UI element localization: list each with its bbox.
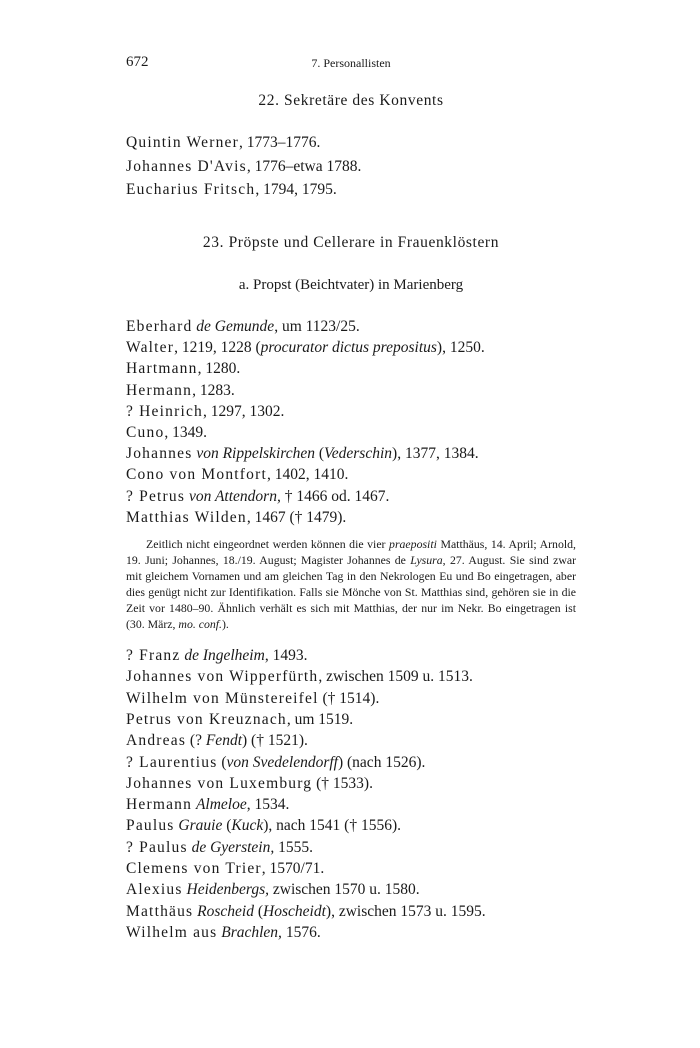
list-item [126,647,606,665]
entry-text: ), zwischen 1573 u. 1595. [325,902,486,920]
note-text-3: , 27. August. Sie sind zwar mit gleichem Vornamen und am gleichen Tag in den Nekrologen Eu und Bo eingetragen, aber dies genügt nicht zur Identifikation. Falls sie Mönche von St. Matthias sind, gehören sie in die Zeit vor 1480–90. Ähnlich verhält es sich mit Matthias, der nur im Nekr. Bo eingetragen ist (30. März, [126,553,576,631]
list-item [126,466,606,484]
entry-name: Clemens von Trier [126,860,262,877]
entry-italic: Almeloe [195,796,247,814]
list-item [126,424,606,442]
entry-name: Cono von Montfort [126,466,267,484]
list-item [126,817,606,835]
list-item [126,181,606,199]
entry-name: ? Paulus [126,838,188,856]
entry-text: , um 1519. [286,710,354,728]
list-item [126,690,606,708]
entry-name: Alexius [126,881,183,899]
entry-italic: de Gyerstein, [191,838,275,856]
list-item [126,445,606,463]
list-item [126,903,606,921]
note-italic-3: mo. conf. [178,617,222,631]
entry-text: , zwischen 1509 u. 1513. [318,668,473,686]
list-item [126,382,606,400]
entry-italic: von Attendorn, [188,487,281,505]
page-number: 672 [126,54,149,70]
entry-italic: Hoscheidt [263,902,326,920]
entry-text: ), 1250. [436,339,485,357]
entry-text: ) († 1521). [242,732,308,750]
entry-text: (? [186,732,206,750]
entry-text: ), nach 1541 († 1556). [263,817,401,835]
entry-text: ( [314,445,325,463]
entry-text: 1555. [274,838,313,856]
list-item [126,839,606,857]
list-item [126,134,606,152]
entry-italic: Roscheid [197,902,254,920]
entry-name: ? Petrus [126,487,186,505]
entry-italic: procurator dictus prepositus [260,339,437,357]
entry-name: Eucharius Fritsch [126,181,256,198]
note-text-2: Matthäus, 14. April; Arnold, 19. Juni; Johannes, 18./19. August; Magister Johannes de [126,537,576,567]
note-text-1: Zeitlich nicht eingeordnet werden können die vier [146,537,390,551]
list-item [126,732,606,750]
entry-italic: de Ingelheim [184,647,265,664]
entry-italic: Grauie [178,817,223,835]
list-item [126,403,606,421]
entry-name: Johannes von Wipperfürth [126,668,319,686]
entry-italic: Heidenbergs, [186,881,270,899]
running-title: 7. Personallisten [311,56,391,70]
note-italic-2: Lysura [410,553,443,567]
entry-italic: Fendt [205,732,242,750]
entry-text: , 1794, 1795. [255,181,337,198]
entry-text: , 1493. [264,647,308,664]
list-item [126,924,606,942]
entry-name: Wilhelm aus [126,923,218,941]
entry-name: Matthias Wilden [126,508,247,526]
entry-name: Johannes D'Avis [126,157,247,175]
entry-text: , 1349. [164,424,208,441]
entry-text: † 1466 od. 1467. [280,487,390,505]
entry-name: Cuno [126,424,165,441]
list-item [126,796,606,814]
list-item [126,158,606,176]
entry-italic: Vederschin [324,445,393,463]
list-item [126,488,606,506]
entry-italic: Brachlen, [221,923,282,941]
section-23-subheading: a. Propst (Beichtvater) in Marienberg [238,277,464,293]
list-item [126,860,606,878]
entry-name: Andreas [126,732,187,750]
note-italic-1: praepositi [389,537,437,551]
entry-text: , 1219, 1228 ( [174,339,261,357]
note-text-4: ). [222,617,229,631]
entry-text: ) (nach 1526). [337,753,426,771]
list-item [126,881,606,899]
entry-text: ( [217,753,227,771]
entry-text: , 1776–etwa 1788. [246,157,362,175]
entry-text: , um 1123/25. [274,318,360,335]
entry-text: († 1533). [312,774,373,792]
entry-text: , 1570/71. [261,860,325,877]
entry-name: ? Heinrich [126,402,203,420]
list-item [126,754,606,772]
entry-text: , 1467 († 1479). [246,508,347,526]
footnote-paragraph [126,536,576,632]
list-item [126,775,606,793]
entry-name: ? Laurentius [126,753,218,771]
entry-name: Hermann [126,796,193,814]
entry-name: Petrus von Kreuznach [126,710,287,728]
entry-name: Paulus [126,817,175,835]
entry-name: Walter [126,339,175,357]
entry-text: zwischen 1570 u. 1580. [269,881,420,899]
entry-name: Matthäus [126,902,194,920]
page-header [126,54,576,74]
entry-name: Wilhelm von Münstereifel [126,689,319,707]
entry-name: Eberhard [126,318,193,335]
entry-text: 1576. [281,923,321,941]
entry-name: Hermann [126,381,193,399]
entry-name: Hartmann [126,360,198,378]
entry-text: ( [222,817,232,835]
entry-name: ? Franz [126,647,181,664]
entry-text: , 1534. [246,796,290,814]
entry-name: Johannes [126,445,193,463]
entry-text: , 1283. [192,381,235,399]
entry-name: Johannes von Luxemburg [126,774,313,792]
entry-text: , 1402, 1410. [266,466,349,484]
entry-italic: Kuck [231,817,264,835]
entry-text: ), 1377, 1384. [392,445,479,463]
list-item [126,360,606,378]
entry-text: , 1280. [197,360,241,378]
section-22-heading: 22. Sekretäre des Konvents [258,92,444,109]
list-item [126,318,606,336]
list-item [126,711,606,729]
entry-italic: de Gemunde [196,318,275,335]
entry-name: Quintin Werner [126,134,239,151]
entry-text: ( [254,902,264,920]
list-item [126,668,606,686]
entry-italic: von Svedelendorff [226,753,338,771]
list-item [126,339,606,357]
section-23-heading: 23. Pröpste und Cellerare in Frauenklöstern [202,234,500,251]
entry-text: († 1514). [318,689,380,707]
entry-text: , 1297, 1302. [202,402,285,420]
entry-text: , 1773–1776. [238,134,321,151]
list-item [126,509,606,527]
entry-italic: von Rippelskirchen [196,445,315,463]
